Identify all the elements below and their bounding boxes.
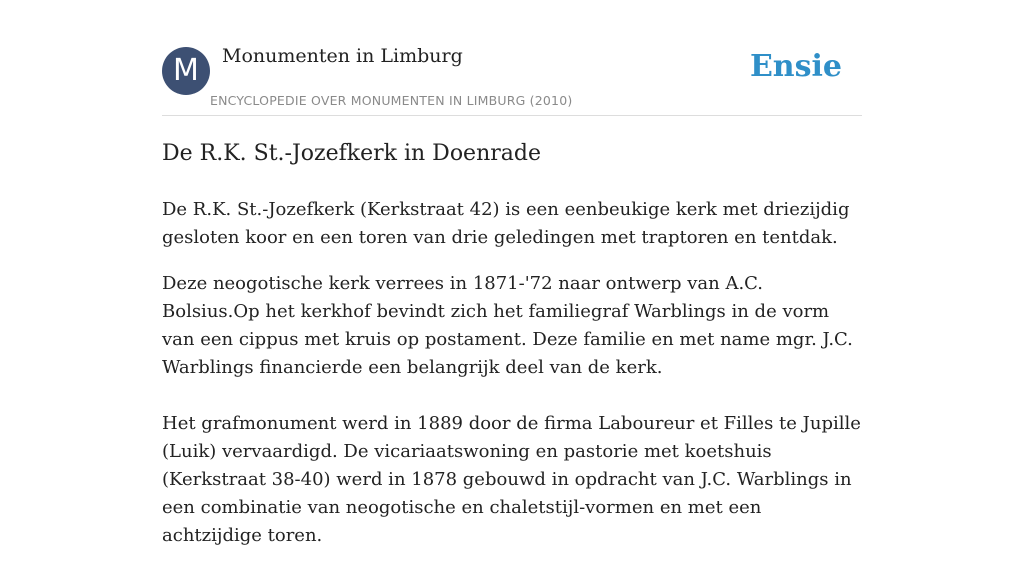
book-avatar[interactable]: M: [162, 47, 210, 95]
book-subtitle: ENCYCLOPEDIE OVER MONUMENTEN IN LIMBURG (2010): [210, 93, 573, 108]
book-title-link[interactable]: Monumenten in Limburg: [222, 45, 463, 67]
ensie-logo-link[interactable]: Ensie: [749, 49, 842, 84]
paragraph-spacer: [162, 400, 862, 410]
entry-title: De R.K. St.-Jozefkerk in Doenrade: [162, 141, 541, 166]
entry-content: [162, 136, 862, 568]
book-header: [162, 0, 862, 116]
entry-paragraph: De R.K. St.-Jozefkerk (Kerkstraat 42) is een eenbeukige kerk met driezijdig gesloten koor en een toren van drie geledingen met traptoren en tentdak.: [162, 199, 850, 248]
entry-paragraph: Het grafmonument werd in 1889 door de firma Laboureur et Filles te Jupille (Luik) vervaardigd. De vicariaatswoning en pastorie met koetshuis (Kerkstraat 38-40) werd in 1878 gebouwd in opdracht van J.C. Warblings in een combinatie van neogotische en chaletstijl-vormen en met een achtzijdige toren.: [162, 413, 861, 546]
entry-paragraph: Deze neogotische kerk verrees in 1871-'72 naar ontwerp van A.C. Bolsius.Op het kerkhof bevindt zich het familiegraf Warblings in de vorm van een cippus met kruis op postament. Deze familie en met name mgr. J.C. Warblings financierde een belangrijk deel van de kerk.: [162, 273, 853, 378]
